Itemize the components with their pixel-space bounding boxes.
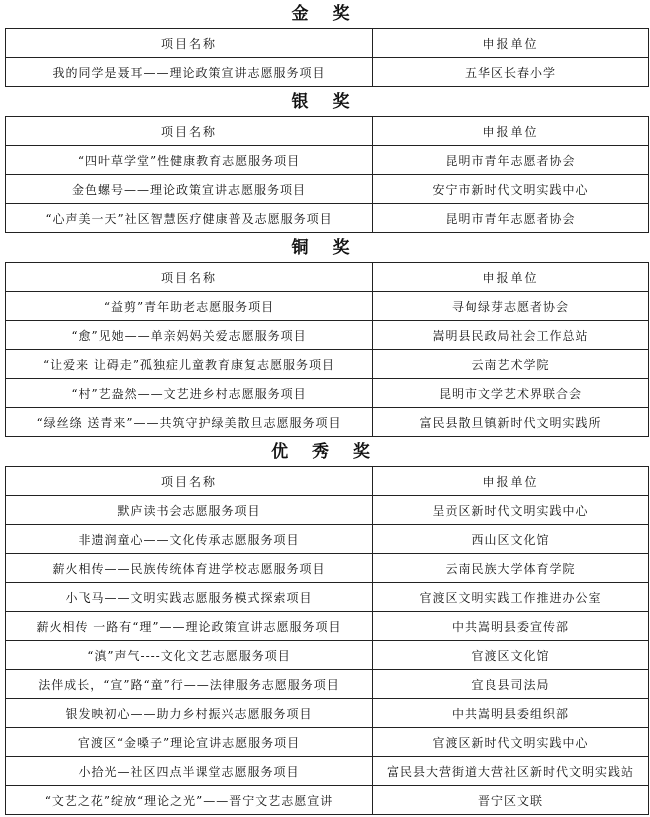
project-name: “益剪”青年助老志愿服务项目 (6, 292, 373, 321)
project-name: “四叶草学堂”性健康教育志愿服务项目 (6, 146, 373, 175)
applicant-unit: 官渡区文明实践工作推进办公室 (373, 583, 649, 612)
applicant-unit: 宜良县司法局 (373, 670, 649, 699)
project-name: 薪火相传 一路有“理”——理论政策宣讲志愿服务项目 (6, 612, 373, 641)
table-row (6, 175, 649, 204)
table-row (6, 496, 649, 525)
applicant-unit: 晋宁区文联 (373, 786, 649, 815)
table-row (6, 292, 649, 321)
applicant-unit: 嵩明县民政局社会工作总站 (373, 321, 649, 350)
table-row (6, 612, 649, 641)
header-applicant-unit: 申报单位 (373, 263, 649, 292)
project-name: 金色螺号——理论政策宣讲志愿服务项目 (6, 175, 373, 204)
table-row (6, 204, 649, 233)
project-name: 默庐读书会志愿服务项目 (6, 496, 373, 525)
table-header-row (6, 467, 649, 496)
header-project-name: 项目名称 (6, 29, 373, 58)
table-row (6, 786, 649, 815)
applicant-unit: 富民县散旦镇新时代文明实践所 (373, 408, 649, 437)
applicant-unit: 富民县大营街道大营社区新时代文明实践站 (373, 757, 649, 786)
project-name: 银发映初心——助力乡村振兴志愿服务项目 (6, 699, 373, 728)
project-name: 小拾光—社区四点半课堂志愿服务项目 (6, 757, 373, 786)
project-name: 官渡区“金嗓子”理论宣讲志愿服务项目 (6, 728, 373, 757)
table-row (6, 321, 649, 350)
applicant-unit: 云南民族大学体育学院 (373, 554, 649, 583)
award-list (5, 4, 645, 815)
header-applicant-unit: 申报单位 (373, 29, 649, 58)
table-header-row (6, 263, 649, 292)
project-name: 小飞马——文明实践志愿服务模式探索项目 (6, 583, 373, 612)
table-row (6, 583, 649, 612)
table-row (6, 379, 649, 408)
section-title-bronze: 铜 奖 (291, 238, 359, 258)
header-project-name: 项目名称 (6, 263, 373, 292)
applicant-unit: 寻甸绿芽志愿者协会 (373, 292, 649, 321)
project-name: “心声美一天”社区智慧医疗健康普及志愿服务项目 (6, 204, 373, 233)
applicant-unit: 五华区长春小学 (373, 58, 649, 87)
applicant-unit: 昆明市文学艺术界联合会 (373, 379, 649, 408)
project-name: “愈”见她——单亲妈妈关爱志愿服务项目 (6, 321, 373, 350)
table-row (6, 146, 649, 175)
table-row (6, 699, 649, 728)
project-name: “滇”声气----文化文艺志愿服务项目 (6, 641, 373, 670)
applicant-unit: 中共嵩明县委宣传部 (373, 612, 649, 641)
table-row (6, 408, 649, 437)
table-row (6, 350, 649, 379)
section-title-excellence: 优 秀 奖 (271, 442, 379, 462)
table-row (6, 58, 649, 87)
project-name: “绿丝绦 送青来”——共筑守护绿美散旦志愿服务项目 (6, 408, 373, 437)
project-name: “让爱来 让碍走”孤独症儿童教育康复志愿服务项目 (6, 350, 373, 379)
table-row (6, 525, 649, 554)
applicant-unit: 昆明市青年志愿者协会 (373, 204, 649, 233)
project-name: 法伴成长，“宣”路“童”行——法律服务志愿服务项目 (6, 670, 373, 699)
project-name: 薪火相传——民族传统体育进学校志愿服务项目 (6, 554, 373, 583)
table-row (6, 757, 649, 786)
applicant-unit: 中共嵩明县委组织部 (373, 699, 649, 728)
table-header-row (6, 117, 649, 146)
header-applicant-unit: 申报单位 (373, 117, 649, 146)
project-name: “村”艺盎然——文艺进乡村志愿服务项目 (6, 379, 373, 408)
excellence-table (5, 466, 649, 815)
table-row (6, 641, 649, 670)
header-project-name: 项目名称 (6, 117, 373, 146)
applicant-unit: 云南艺术学院 (373, 350, 649, 379)
applicant-unit: 西山区文化馆 (373, 525, 649, 554)
applicant-unit: 官渡区新时代文明实践中心 (373, 728, 649, 757)
table-row (6, 670, 649, 699)
header-project-name: 项目名称 (6, 467, 373, 496)
bronze-table (5, 262, 649, 437)
table-row (6, 554, 649, 583)
applicant-unit: 呈贡区新时代文明实践中心 (373, 496, 649, 525)
header-applicant-unit: 申报单位 (373, 467, 649, 496)
table-header-row (6, 29, 649, 58)
applicant-unit: 官渡区文化馆 (373, 641, 649, 670)
project-name: “文艺之花”绽放“理论之光”——晋宁文艺志愿宣讲 (6, 786, 373, 815)
table-row (6, 728, 649, 757)
applicant-unit: 昆明市青年志愿者协会 (373, 146, 649, 175)
applicant-unit: 安宁市新时代文明实践中心 (373, 175, 649, 204)
silver-table (5, 116, 649, 233)
project-name: 非遗润童心——文化传承志愿服务项目 (6, 525, 373, 554)
section-title-silver: 银 奖 (291, 92, 359, 112)
project-name: 我的同学是聂耳——理论政策宣讲志愿服务项目 (6, 58, 373, 87)
gold-table (5, 28, 649, 87)
section-title-gold: 金 奖 (291, 4, 359, 24)
